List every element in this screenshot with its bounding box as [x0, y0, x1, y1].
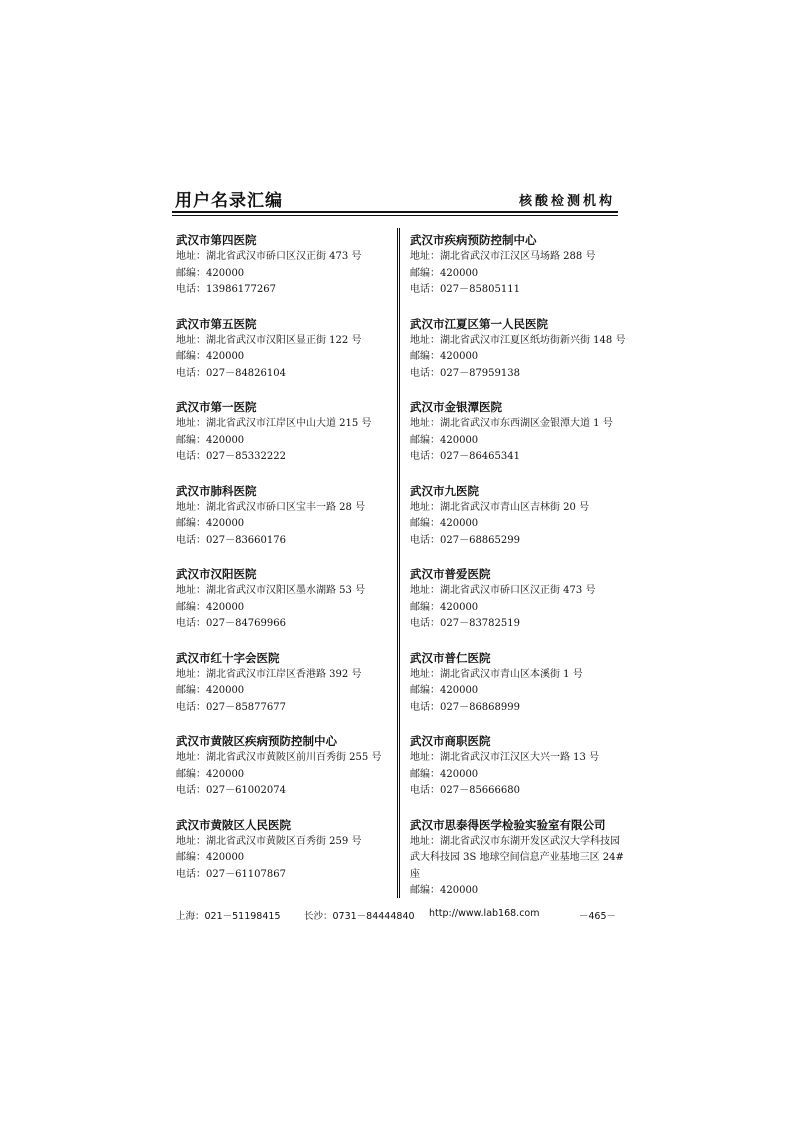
- entry-name: 武汉市黄陂区人民医院: [176, 817, 291, 832]
- right-column: [410, 232, 625, 900]
- entry-phone: 电话：027－86465341: [410, 451, 520, 462]
- entry-postcode: 邮编：420000: [410, 601, 479, 613]
- page-number: －465－: [578, 911, 616, 922]
- entry-phone: 电话：027－61107867: [176, 868, 286, 880]
- entry-address: 地址：湖北省武汉市东湖开发区武汉大学科技园武大科技园 3S 地球空间信息产业基地三区 24# 座: [410, 835, 624, 880]
- directory-entry: [410, 817, 625, 901]
- entry-name: 武汉市普爱医院: [410, 567, 491, 581]
- directory-entry: [176, 399, 391, 483]
- directory-entry: [176, 232, 391, 316]
- entry-name: 武汉市思泰得医学检验实验室有限公司: [410, 817, 606, 832]
- entry-postcode: 邮编：420000: [176, 852, 245, 863]
- entry-phone: 电话：027－85666680: [410, 785, 520, 796]
- directory-entry: [176, 733, 391, 817]
- entry-name: 武汉市第四医院: [176, 233, 257, 247]
- entry-postcode: 邮编：420000: [176, 351, 245, 362]
- directory-entry: [410, 316, 625, 400]
- entry-postcode: 邮编：420000: [410, 685, 479, 696]
- entry-address: 地址：湖北省武汉市江汉区大兴一路 13 号: [410, 752, 600, 763]
- entry-postcode: 邮编：420000: [410, 434, 479, 446]
- entry-name: 武汉市九医院: [410, 483, 479, 498]
- entry-address: 地址：湖北省武汉市青山区本溪街 1 号: [410, 668, 583, 680]
- entry-postcode: 邮编：420000: [176, 434, 245, 446]
- entry-address: 地址：湖北省武汉市汉阳区显正街 122 号: [176, 334, 362, 346]
- entry-phone: 电话：027－61002074: [176, 785, 286, 796]
- footer-changsha-phone: 长沙：0731－84444840: [304, 911, 415, 922]
- entry-phone: 电话：027－83782519: [410, 618, 520, 629]
- entry-phone: 电话：027－85332222: [176, 451, 286, 462]
- entry-name: 武汉市汉阳医院: [176, 567, 257, 581]
- entry-postcode: 邮编：420000: [176, 267, 245, 279]
- directory-entry: [410, 399, 625, 483]
- entry-name: 武汉市肺科医院: [176, 483, 257, 498]
- header-rule-thin: [172, 215, 618, 216]
- entry-postcode: 邮编：420000: [410, 768, 479, 780]
- left-column: [176, 232, 391, 900]
- directory-entry: [410, 733, 625, 817]
- entry-address: 地址：湖北省武汉市江夏区纸坊街新兴街 148 号: [410, 334, 626, 346]
- entry-phone: 电话：027－83660176: [176, 534, 286, 546]
- directory-entry: [176, 316, 391, 400]
- entry-postcode: 邮编：420000: [176, 601, 245, 613]
- entry-address: 地址：湖北省武汉市黄陂区百秀街 259 号: [176, 835, 362, 847]
- directory-entry: [176, 650, 391, 734]
- directory-entry: [410, 566, 625, 650]
- directory-entry: [410, 650, 625, 734]
- entry-address: 地址：湖北省武汉市江岸区香港路 392 号: [176, 668, 362, 680]
- entry-name: 武汉市江夏区第一人民医院: [410, 316, 548, 331]
- entry-phone: 电话：027－85805111: [410, 284, 520, 295]
- entry-name: 武汉市第一医院: [176, 400, 257, 414]
- entry-phone: 电话：027－85877677: [176, 701, 286, 713]
- directory-entry: [176, 566, 391, 650]
- entry-postcode: 邮编：420000: [410, 885, 479, 896]
- footer-url: http://www.lab168.com: [429, 908, 540, 919]
- page-title: 用户名录汇编: [175, 191, 283, 211]
- entry-name: 武汉市商职医院: [410, 734, 491, 748]
- entry-postcode: 邮编：420000: [176, 518, 245, 529]
- entry-postcode: 邮编：420000: [410, 267, 479, 279]
- entry-postcode: 邮编：420000: [176, 768, 245, 780]
- entry-name: 武汉市疾病预防控制中心: [410, 233, 537, 247]
- entry-phone: 电话：027－86868999: [410, 701, 520, 713]
- entry-phone: 电话：027－84769966: [176, 618, 286, 629]
- entry-address: 地址：湖北省武汉市江汉区马场路 288 号: [410, 251, 596, 262]
- page-header: [175, 186, 615, 210]
- footer-shanghai-phone: 上海：021－51198415: [176, 911, 281, 922]
- entry-phone: 电话：027－68865299: [410, 534, 520, 546]
- header-rule-thick: [172, 211, 618, 213]
- entry-name: 武汉市金银潭医院: [410, 400, 502, 414]
- directory-entry: [410, 483, 625, 567]
- directory-entry: [176, 817, 391, 901]
- entry-name: 武汉市普仁医院: [410, 650, 491, 665]
- entry-phone: 电话：13986177267: [176, 284, 276, 295]
- page-footer: [176, 908, 616, 924]
- directory-entry: [176, 483, 391, 567]
- entry-address: 地址：湖北省武汉市青山区吉林街 20 号: [410, 501, 590, 513]
- entry-phone: 电话：027－84826104: [176, 367, 286, 379]
- entry-address: 地址：湖北省武汉市硚口区宝丰一路 28 号: [176, 501, 366, 513]
- entry-postcode: 邮编：420000: [176, 685, 245, 696]
- column-divider: [397, 228, 400, 898]
- entry-name: 武汉市红十字会医院: [176, 650, 280, 665]
- section-title: 核酸检测机构: [518, 194, 615, 209]
- entry-address: 地址：湖北省武汉市硚口区汉正街 473 号: [176, 251, 362, 262]
- entry-postcode: 邮编：420000: [410, 351, 479, 362]
- entry-address: 地址：湖北省武汉市汉阳区墨水湖路 53 号: [176, 585, 366, 596]
- directory-entry: [410, 232, 625, 316]
- entry-address: 地址：湖北省武汉市硚口区汉正街 473 号: [410, 585, 596, 596]
- entry-phone: 电话：027－87959138: [410, 367, 520, 379]
- entry-address: 地址：湖北省武汉市黄陂区前川百秀街 255 号: [176, 752, 382, 763]
- entry-name: 武汉市黄陂区疾病预防控制中心: [176, 734, 337, 748]
- entry-postcode: 邮编：420000: [410, 518, 479, 529]
- entry-name: 武汉市第五医院: [176, 316, 257, 331]
- entry-address: 地址：湖北省武汉市江岸区中山大道 215 号: [176, 418, 372, 429]
- entry-address: 地址：湖北省武汉市东西湖区金银潭大道 1 号: [410, 418, 613, 429]
